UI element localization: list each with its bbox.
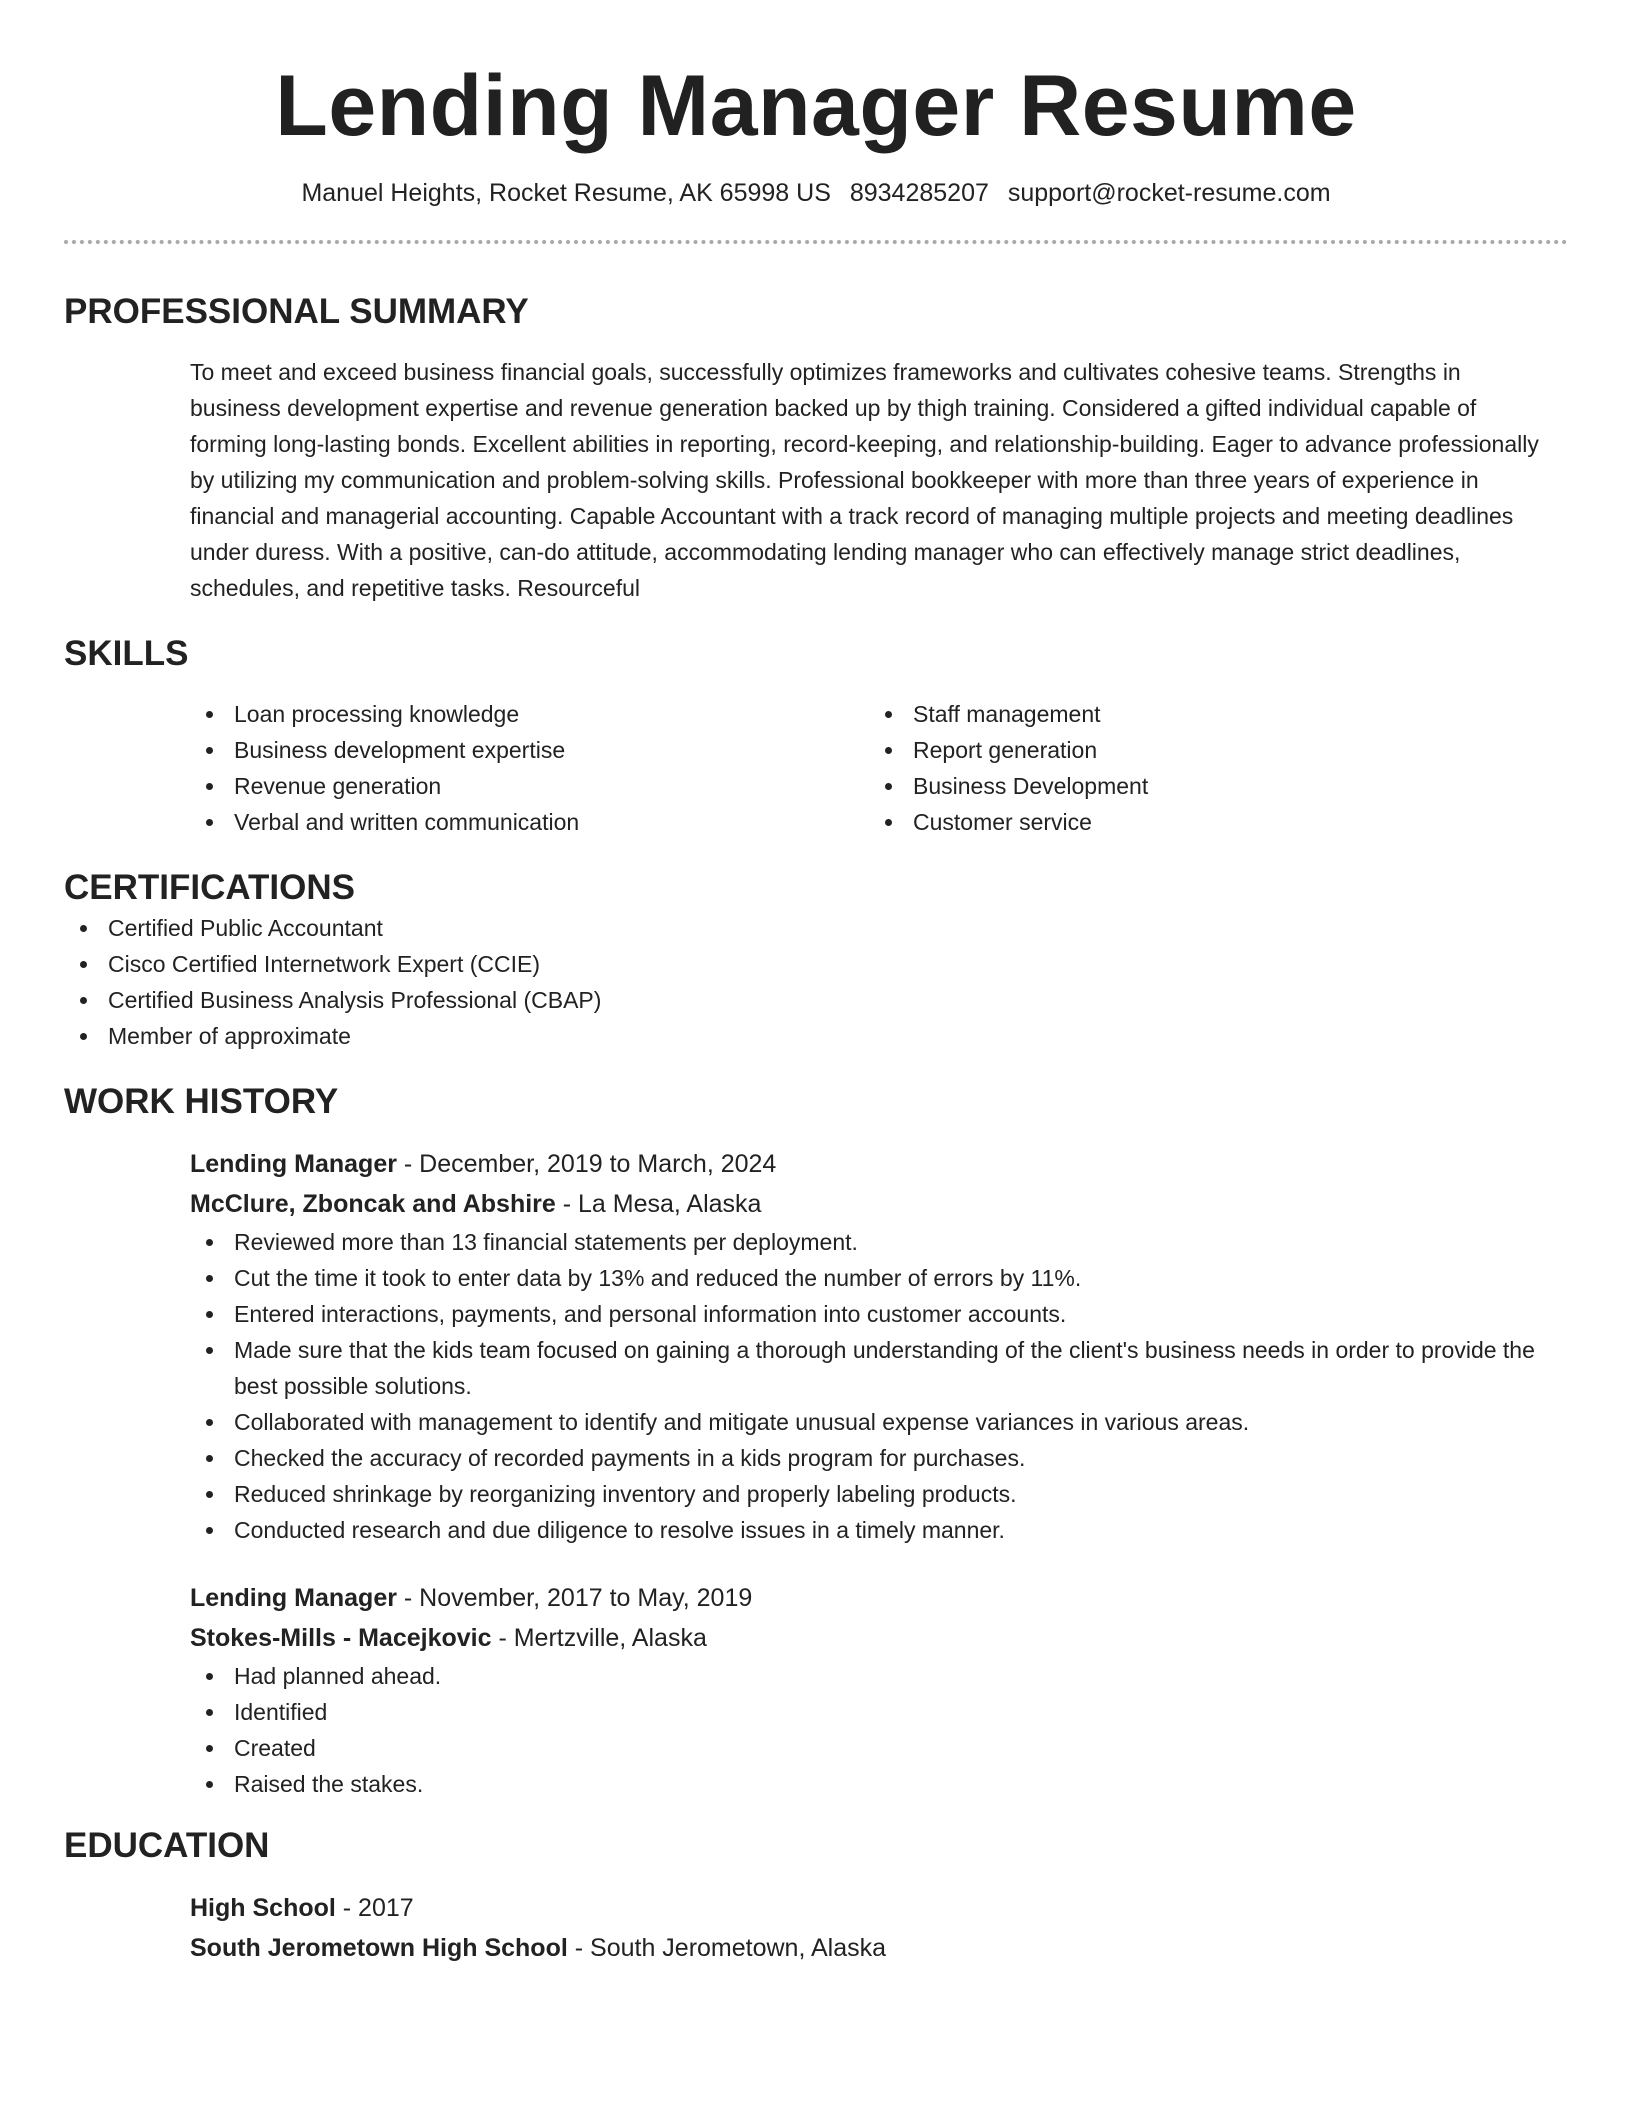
job-entry: [190, 1144, 1548, 1548]
contact-email: support@rocket-resume.com: [1007, 179, 1331, 207]
job-bullet: Reduced shrinkage by reorganizing inventory and properly labeling products.: [190, 1476, 1548, 1512]
section-heading-certifications: CERTIFICATIONS: [64, 868, 356, 907]
job-dates: - November, 2017 to May, 2019: [396, 1584, 753, 1612]
education-year: - 2017: [335, 1894, 414, 1922]
skills-list-left: [190, 696, 869, 840]
job-bullet: Identified: [190, 1694, 1548, 1730]
job-bullets: [190, 1224, 1548, 1548]
job-title-line: [190, 1144, 1548, 1184]
skills-list-right: [869, 696, 1548, 840]
skill-item: Staff management: [869, 696, 1548, 732]
job-dates: - December, 2019 to March, 2024: [396, 1150, 777, 1178]
education-location: - South Jerometown, Alaska: [567, 1934, 887, 1962]
job-bullet: Conducted research and due diligence to resolve issues in a timely manner.: [190, 1512, 1548, 1548]
education-degree: High School: [190, 1894, 336, 1922]
skill-item: Report generation: [869, 732, 1548, 768]
job-title: Lending Manager: [190, 1584, 397, 1612]
summary-text: To meet and exceed business financial goals, successfully optimizes frameworks and cultivates cohesive teams. Strengths in business development expertise and revenue generation backed up by thigh training. Considered a gifted individual capable of forming long-lasting bonds. Excellent abilities in reporting, record-keeping, and relationship-building. Eager to advance professionally by utilizing my communication and problem-solving skills. Professional bookkeeper with more than three years of experience in financial and managerial accounting. Capable Accountant with a track record of managing multiple projects and meeting deadlines under duress. With a positive, can-do attitude, accommodating lending manager who can effectively manage strict deadlines, schedules, and repetitive tasks. Resourceful: [190, 359, 1539, 601]
education-entry: [190, 1888, 1548, 1968]
contact-phone: 8934285207: [849, 179, 989, 207]
job-bullet: Cut the time it took to enter data by 13% and reduced the number of errors by 11%.: [190, 1260, 1548, 1296]
contact-line: [64, 176, 1568, 210]
education-school: South Jerometown High School: [190, 1934, 568, 1962]
job-company-line: [190, 1184, 1548, 1224]
certification-item: Certified Business Analysis Professional (CBAP): [64, 982, 1568, 1018]
education-school-line: [190, 1928, 1548, 1968]
skill-item: Customer service: [869, 804, 1548, 840]
skill-item: Business Development: [869, 768, 1548, 804]
section-heading-work-history: WORK HISTORY: [64, 1082, 339, 1121]
job-bullet: Made sure that the kids team focused on gaining a thorough understanding of the client's business needs in order to provide the best possible solutions.: [190, 1332, 1548, 1404]
skill-item: Revenue generation: [190, 768, 869, 804]
section-heading-summary: PROFESSIONAL SUMMARY: [64, 292, 529, 331]
section-heading-skills: SKILLS: [64, 634, 189, 673]
job-company: Stokes-Mills - Macejkovic: [190, 1624, 492, 1652]
job-bullet: Entered interactions, payments, and personal information into customer accounts.: [190, 1296, 1548, 1332]
job-location: - Mertzville, Alaska: [491, 1624, 707, 1652]
resume-title: Lending Manager Resume: [275, 58, 1357, 154]
job-location: - La Mesa, Alaska: [555, 1190, 762, 1218]
contact-address: Manuel Heights, Rocket Resume, AK 65998 US: [301, 179, 831, 207]
job-bullet: Reviewed more than 13 financial statements per deployment.: [190, 1224, 1548, 1260]
skills-grid: [190, 696, 1548, 840]
education-degree-line: [190, 1888, 1548, 1928]
skill-item: Loan processing knowledge: [190, 696, 869, 732]
header-divider: [64, 240, 1568, 244]
job-company-line: [190, 1618, 1548, 1658]
skill-item: Verbal and written communication: [190, 804, 869, 840]
certification-item: Certified Public Accountant: [64, 910, 1568, 946]
certification-item: Cisco Certified Internetwork Expert (CCIE): [64, 946, 1568, 982]
job-title-line: [190, 1578, 1548, 1618]
job-company: McClure, Zboncak and Abshire: [190, 1190, 556, 1218]
job-entry: [190, 1578, 1548, 1802]
job-title: Lending Manager: [190, 1150, 397, 1178]
certification-item: Member of approximate: [64, 1018, 1568, 1054]
job-bullet: Checked the accuracy of recorded payments in a kids program for purchases.: [190, 1440, 1548, 1476]
job-bullet: Had planned ahead.: [190, 1658, 1548, 1694]
section-heading-education: EDUCATION: [64, 1826, 270, 1865]
job-bullet: Raised the stakes.: [190, 1766, 1548, 1802]
skill-item: Business development expertise: [190, 732, 869, 768]
job-bullet: Created: [190, 1730, 1548, 1766]
job-bullet: Collaborated with management to identify and mitigate unusual expense variances in various areas.: [190, 1404, 1548, 1440]
certifications-list: [64, 910, 1568, 1054]
job-bullets: [190, 1658, 1548, 1802]
